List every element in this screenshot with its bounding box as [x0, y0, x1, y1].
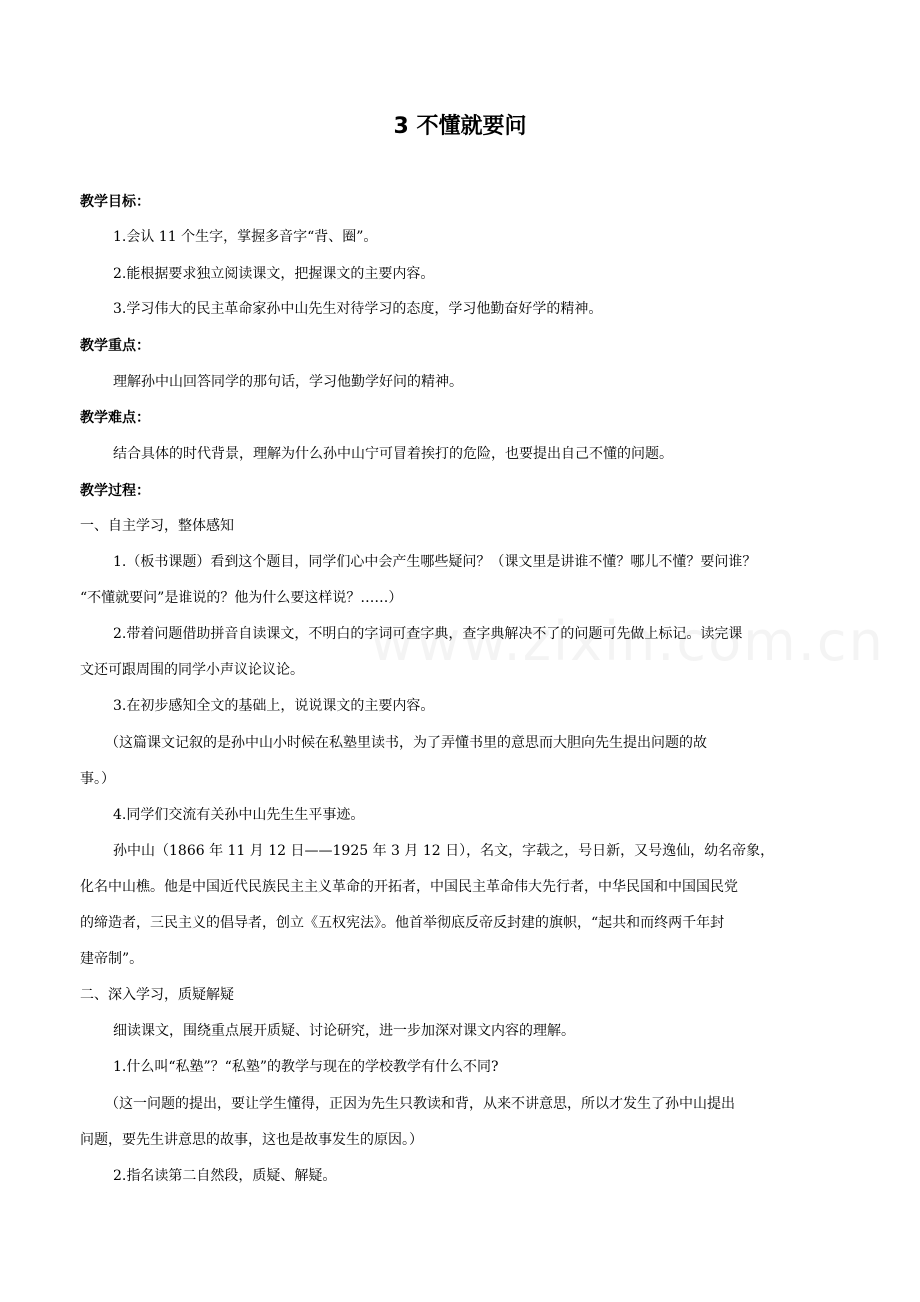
bio-text: 孙中山（1866 年 11 月 12 日——1925 年 3 月 12 日），名文，字载之，号日新，又号逸仙，幼名帝象，: [113, 843, 775, 859]
question-item: 1.什么叫“私塾”？“私塾”的教学与现在的学校教学有什么不同?: [113, 1059, 499, 1075]
process-step: 4.同学们交流有关孙中山先生生平事迹。: [113, 807, 365, 823]
key-heading: 教学重点：: [80, 338, 150, 354]
goal-item: 3.学习伟大的民主革命家孙中山先生对待学习的态度，学习他勤奋好学的精神。: [113, 301, 603, 317]
process-step: 3.在初步感知全文的基础上，说说课文的主要内容。: [113, 698, 435, 714]
process-note-cont: 事。）: [80, 771, 115, 787]
process-heading: 教学过程：: [80, 483, 150, 499]
part2-intro: 细读课文，围绕重点展开质疑、讨论研究，进一步加深对课文内容的理解。: [113, 1023, 575, 1039]
difficulty-heading: 教学难点：: [80, 410, 150, 426]
process-note: （这篇课文记叙的是孙中山小时候在私塾里读书，为了弄懂书里的意思而大胆向先生提出问题的故: [105, 735, 707, 751]
difficulty-text: 结合具体的时代背景，理解为什么孙中山宁可冒着挨打的危险，也要提出自己不懂的问题。: [113, 446, 673, 462]
bio-text: 化名中山樵。他是中国近代民族民主主义革命的开拓者，中国民主革命伟大先行者，中华民国和中国国民党: [80, 879, 738, 895]
process-step: 1.（板书课题）看到这个题目，同学们心中会产生哪些疑问？（课文里是讲谁不懂？哪儿不懂？要问谁？: [113, 554, 757, 570]
goal-item: 1.会认 11 个生字，掌握多音字“背、圈”。: [113, 229, 378, 245]
process-step-cont: 文还可跟周围的同学小声议论议论。: [80, 662, 304, 678]
part1-title: 一、自主学习，整体感知: [80, 518, 234, 534]
question-note: （这一问题的提出，要让学生懂得，正因为先生只教读和背，从来不讲意思，所以才发生了孙中山提出: [105, 1096, 735, 1112]
part2-title: 二、深入学习，质疑解疑: [80, 987, 234, 1003]
goal-item: 2.能根据要求独立阅读课文，把握课文的主要内容。: [113, 266, 435, 282]
process-step-cont: “不懂就要问”是谁说的？他为什么要这样说？……）: [80, 590, 403, 606]
key-text: 理解孙中山回答同学的那句话，学习他勤学好问的精神。: [113, 374, 463, 390]
bio-text: 建帝制”。: [80, 951, 144, 967]
process-step: 2.带着问题借助拼音自读课文，不明白的字词可查字典，查字典解决不了的问题可先做上标记。读完课: [113, 626, 743, 642]
lesson-title: 3 不懂就要问: [393, 114, 527, 139]
question-item: 2.指名读第二自然段，质疑、解疑。: [113, 1168, 337, 1184]
question-note-cont: 问题，要先生讲意思的故事，这也是故事发生的原因。）: [80, 1132, 423, 1148]
bio-text: 的缔造者，三民主义的倡导者，创立《五权宪法》。他首举彻底反帝反封建的旗帜，“起共和而终两千年封: [80, 915, 725, 931]
goals-heading: 教学目标：: [80, 194, 150, 210]
